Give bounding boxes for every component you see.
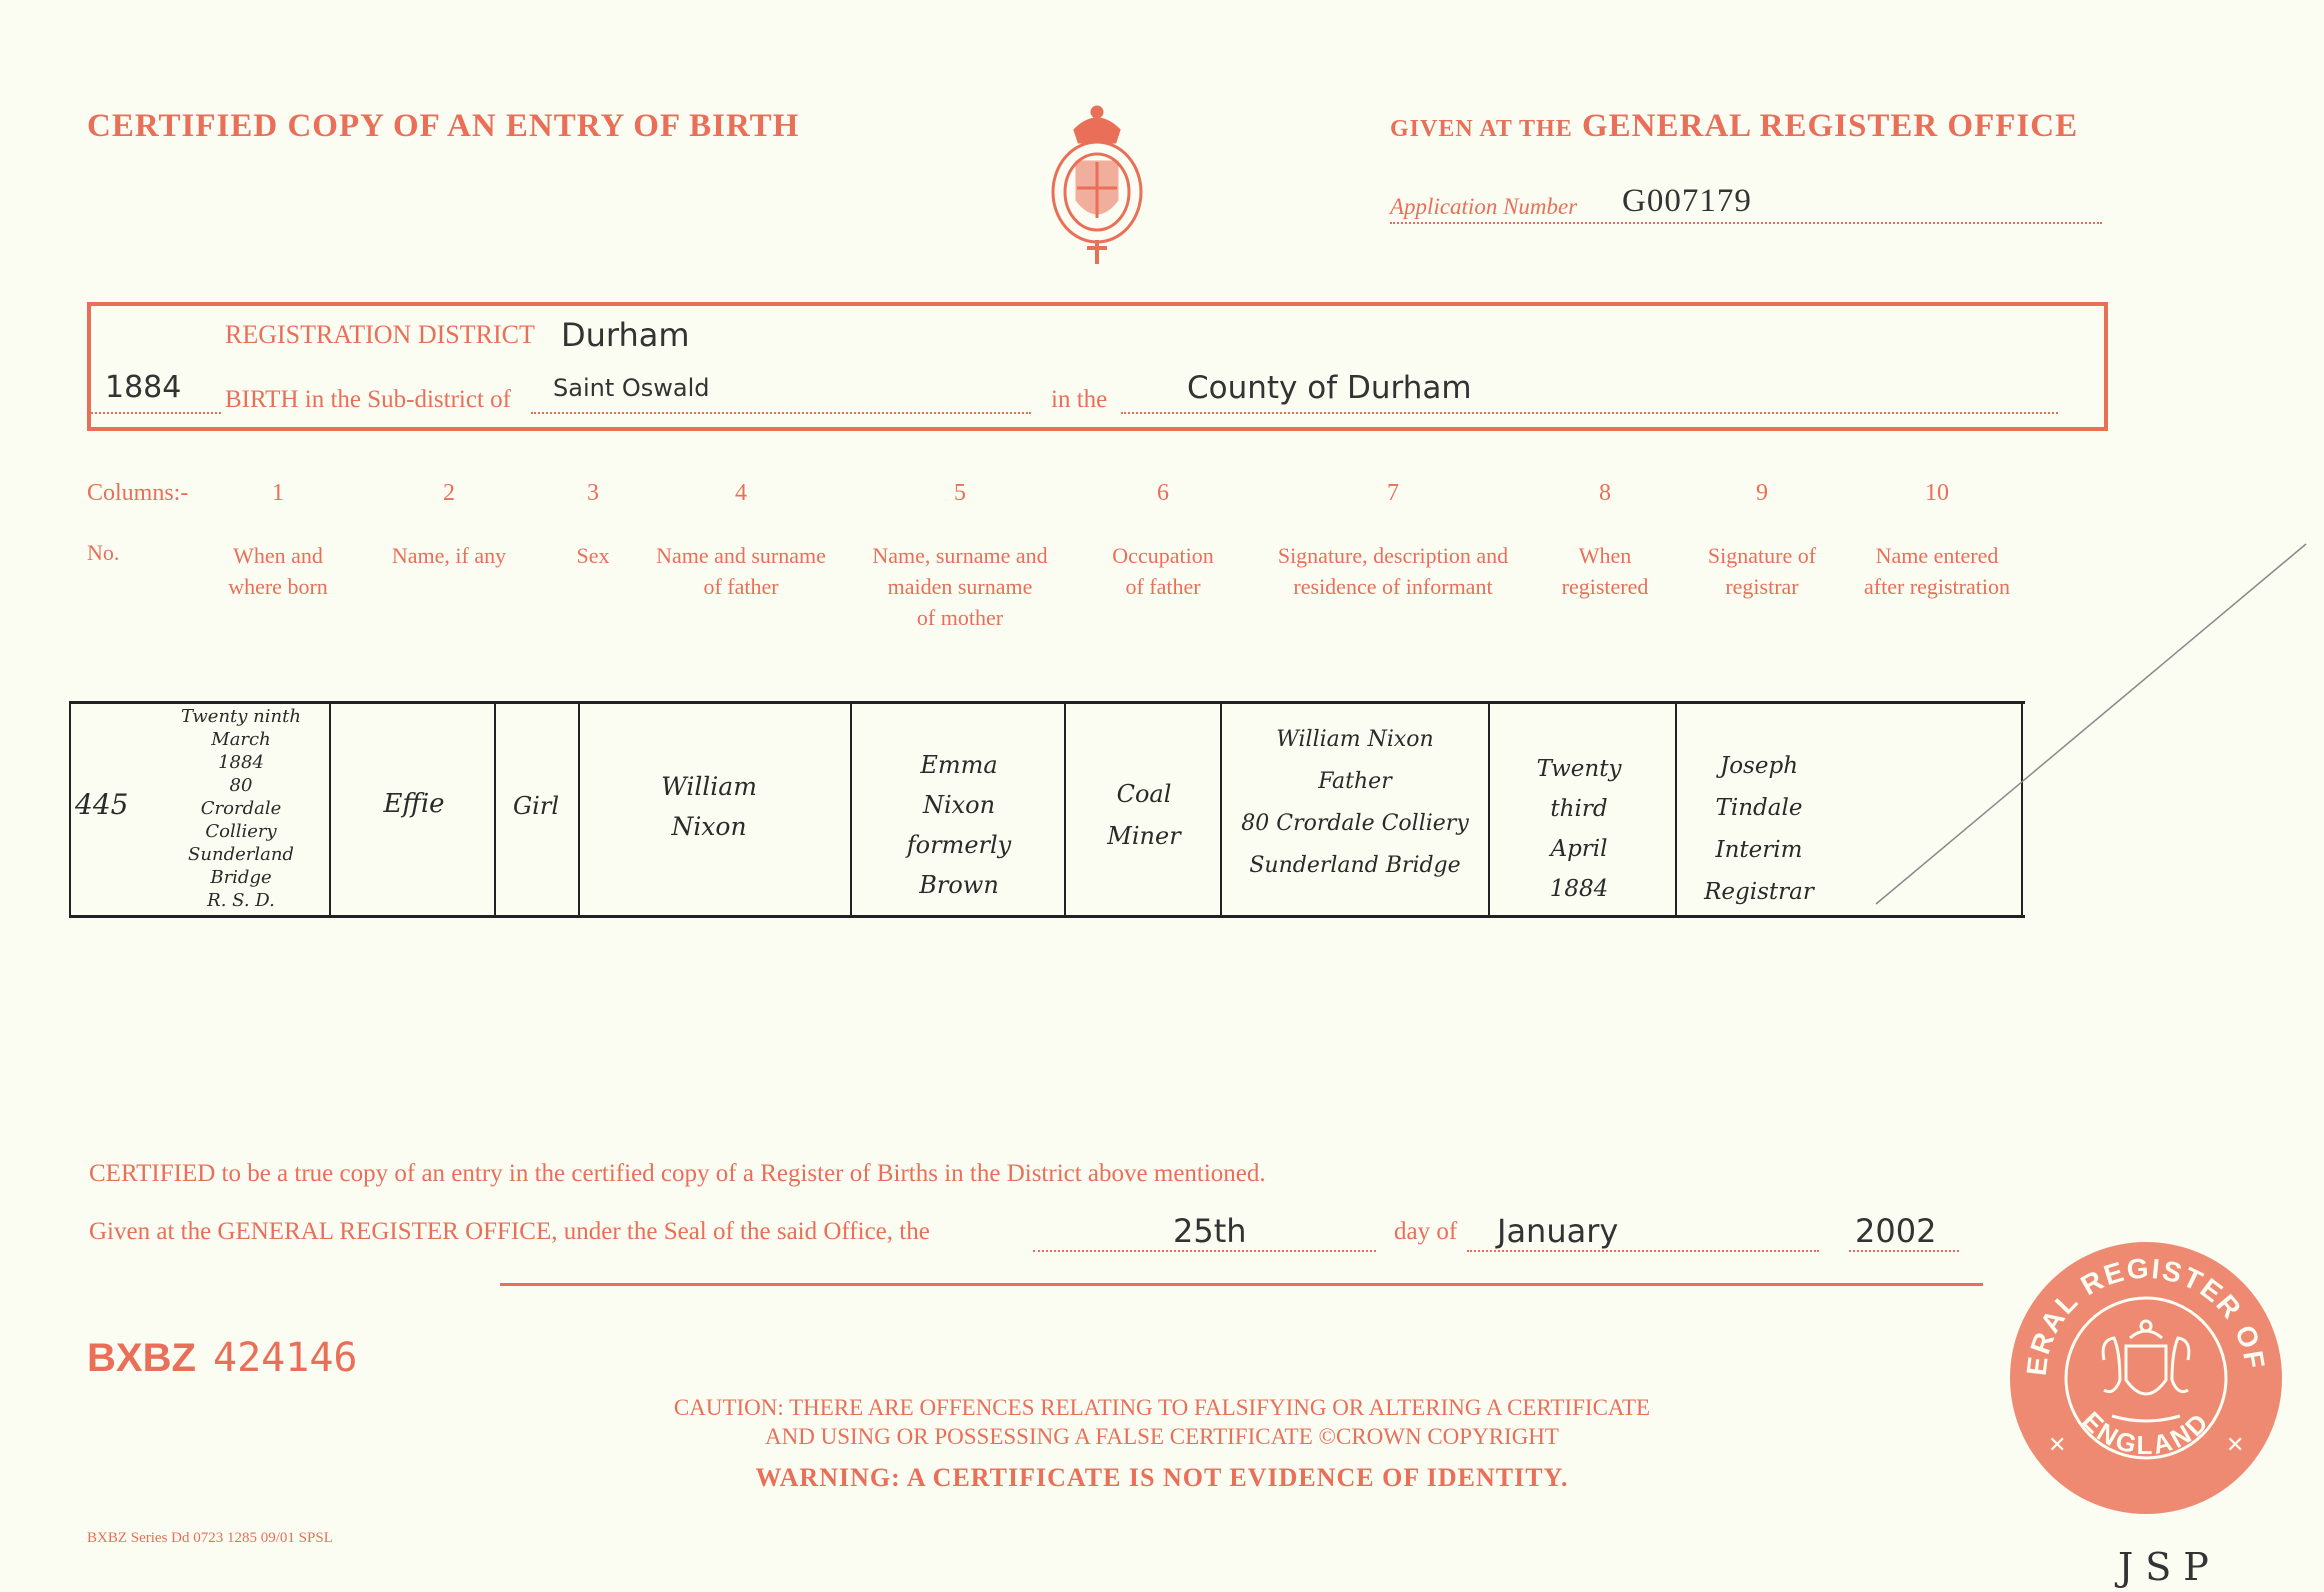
column-number-5: 5 [954,480,966,506]
column-head-1-line: When and [233,543,323,568]
mother-line: formerly [906,831,1012,859]
handwritten-initials: JSP [2118,1545,2221,1589]
column-head-5-line: of mother [916,605,1004,630]
column-head-5-line: maiden surname [887,574,1033,599]
day-field [1033,1212,1376,1252]
column-number-8: 8 [1599,480,1611,506]
caution-line-1: CAUTION: THERE ARE OFFENCES RELATING TO FALSIFYING OR ALTERING A CERTIFICATE [673,1395,1651,1420]
column-number-1: 1 [272,480,284,506]
column-number-2: 2 [443,480,455,506]
entry-child-name: Effie [383,789,445,819]
informant-line: 80 Crordale Colliery [1241,811,1469,836]
entry-sex: Girl [513,792,559,820]
column-head-9 [1692,540,1832,602]
registrar-line: Registrar [1704,879,1814,905]
year-field [91,368,221,414]
given-at-header [1390,108,2078,145]
column-head-4 [636,540,846,602]
column-number-3: 3 [587,480,599,506]
column-number-4: 4 [735,480,747,506]
column-head-8-line: When [1578,543,1632,568]
registration-district-label: REGISTRATION DISTRICT [225,320,535,349]
informant-line: William Nixon [1276,727,1434,752]
given-at-office: GENERAL REGISTER OFFICE [1581,108,2079,144]
mother-line: Brown [919,871,999,899]
born-line: 80 [229,775,253,796]
column-head-8-line: registered [1561,574,1649,599]
county-value: County of Durham [1187,370,1472,406]
year-value-cert: 2002 [1855,1212,1937,1250]
register-entry-row [69,701,2025,918]
column-head-9-line: Signature of [1707,543,1817,568]
registered-line: April [1550,836,1608,862]
serial-value: 424146 [213,1335,358,1381]
column-head-9-line: registrar [1725,574,1799,599]
year-value: 1884 [105,370,182,405]
application-number-label: Application Number [1390,194,1578,219]
certification-statement: CERTIFIED to be a true copy of an entry in the certified copy of a Register of Births in the District above mentioned. [89,1160,1266,1187]
general-register-office-seal-icon [2008,1240,2284,1516]
column-head-10-line: after registration [1864,574,2010,599]
column-head-2 [369,540,529,571]
column-head-10-line: Name entered [1875,543,1999,568]
no-column-label: No. [87,540,120,565]
form-footer: BXBZ Series Dd 0723 1285 09/01 SPSL [87,1530,333,1546]
signature-rule [500,1283,1983,1286]
column-head-5 [855,540,1065,633]
entry-top-rule [69,701,2025,704]
informant-line: Father [1318,769,1392,794]
column-number-9: 9 [1756,480,1768,506]
year-field-cert [1849,1212,1959,1252]
month-value: January [1497,1212,1619,1250]
svg-text:ENGLAND: ENGLAND [2076,1405,2216,1461]
subdistrict-label: BIRTH in the Sub-district of [225,386,511,413]
born-line: Twenty ninth [181,706,301,727]
registration-box [87,302,2108,431]
registered-line: Twenty [1536,756,1622,782]
column-head-3 [553,540,633,571]
occupation-line: Miner [1107,822,1181,850]
entry-divider [578,701,580,918]
application-number-value: G007179 [1622,183,1752,219]
column-head-6-line: of father [1125,574,1201,599]
entry-divider [69,701,71,918]
column-head-6 [1083,540,1243,602]
entry-number: 445 [75,788,129,821]
royal-crest-icon [1045,100,1149,270]
column-head-5-line: Name, surname and [872,543,1048,568]
entry-informant [1221,719,1489,887]
column-head-3-line: Sex [576,543,610,568]
entry-occupation [1069,773,1219,857]
day-of-label: day of [1394,1218,1458,1245]
column-head-7-line: Signature, description and [1277,543,1509,568]
column-number-7: 7 [1387,480,1399,506]
born-line: 1884 [218,752,264,773]
svg-text:✕: ✕ [2048,1433,2067,1458]
column-head-1 [198,540,358,602]
entry-registrar [1669,745,1849,913]
given-at-prefix: GIVEN AT THE [1390,116,1573,142]
column-number-6: 6 [1157,480,1169,506]
mother-line: Emma [920,751,998,779]
born-line: Crordale [200,798,282,819]
serial-prefix: BXBZ [87,1336,196,1380]
day-value: 25th [1173,1212,1247,1250]
father-line: Nixon [671,812,747,841]
svg-text:✕: ✕ [2226,1433,2245,1458]
caution-line-2: AND USING OR POSSESSING A FALSE CERTIFICATE ©CROWN COPYRIGHT [765,1424,1559,1449]
born-line: Bridge [210,867,272,888]
in-the-label: in the [1051,386,1108,413]
given-at-text: Given at the GENERAL REGISTER OFFICE, under the Seal of the said Office, the [89,1218,930,1245]
column-head-8 [1540,540,1670,602]
registrar-line: Tindale [1715,795,1803,821]
column-head-6-line: Occupation [1112,543,1214,568]
certification-given-line [89,1212,1989,1258]
mother-line: Nixon [922,791,996,819]
entry-divider [850,701,852,918]
registrar-line: Interim [1715,837,1803,863]
entry-mother [859,745,1059,905]
born-line: Colliery [205,821,277,842]
informant-line: Sunderland Bridge [1249,853,1461,878]
born-line: R. S. D. [207,890,275,911]
registrar-line: Joseph [1719,753,1799,779]
county-field [1121,368,2058,414]
registration-district-value: Durham [561,316,690,354]
born-line: Sunderland [188,844,294,865]
month-field [1467,1212,1819,1252]
born-line: March [211,729,271,750]
column-number-10: 10 [1925,480,1949,506]
occupation-line: Coal [1116,780,1172,808]
column-head-2-line: Name, if any [391,543,507,568]
application-number-line [1390,182,2102,224]
certificate-title: CERTIFIED COPY OF AN ENTRY OF BIRTH [87,108,800,144]
column-head-7-line: residence of informant [1293,574,1493,599]
cancellation-stroke [1870,540,2310,910]
serial-number [87,1335,358,1381]
father-line: William [661,772,757,801]
caution-notice [0,1393,2324,1451]
entry-bottom-rule [69,915,2025,918]
entry-divider [1064,701,1066,918]
entry-when-registered [1489,749,1669,909]
svg-text:GENERAL REGISTER OFFICE: ERAL REGISTER OF [2020,1252,2271,1378]
columns-label: Columns:- [87,480,189,506]
column-head-4-line: of father [703,574,779,599]
column-head-1-line: where born [228,574,328,599]
subdistrict-value: Saint Oswald [553,374,710,402]
entry-father [609,767,809,847]
registered-line: third [1550,796,1608,822]
subdistrict-field [531,368,1031,414]
warning-notice: WARNING: A CERTIFICATE IS NOT EVIDENCE OF IDENTITY. [755,1463,1569,1492]
column-head-7 [1253,540,1533,602]
registered-line: 1884 [1549,876,1609,902]
entry-when-where-born [151,705,331,912]
column-head-4-line: Name and surname [656,543,826,568]
